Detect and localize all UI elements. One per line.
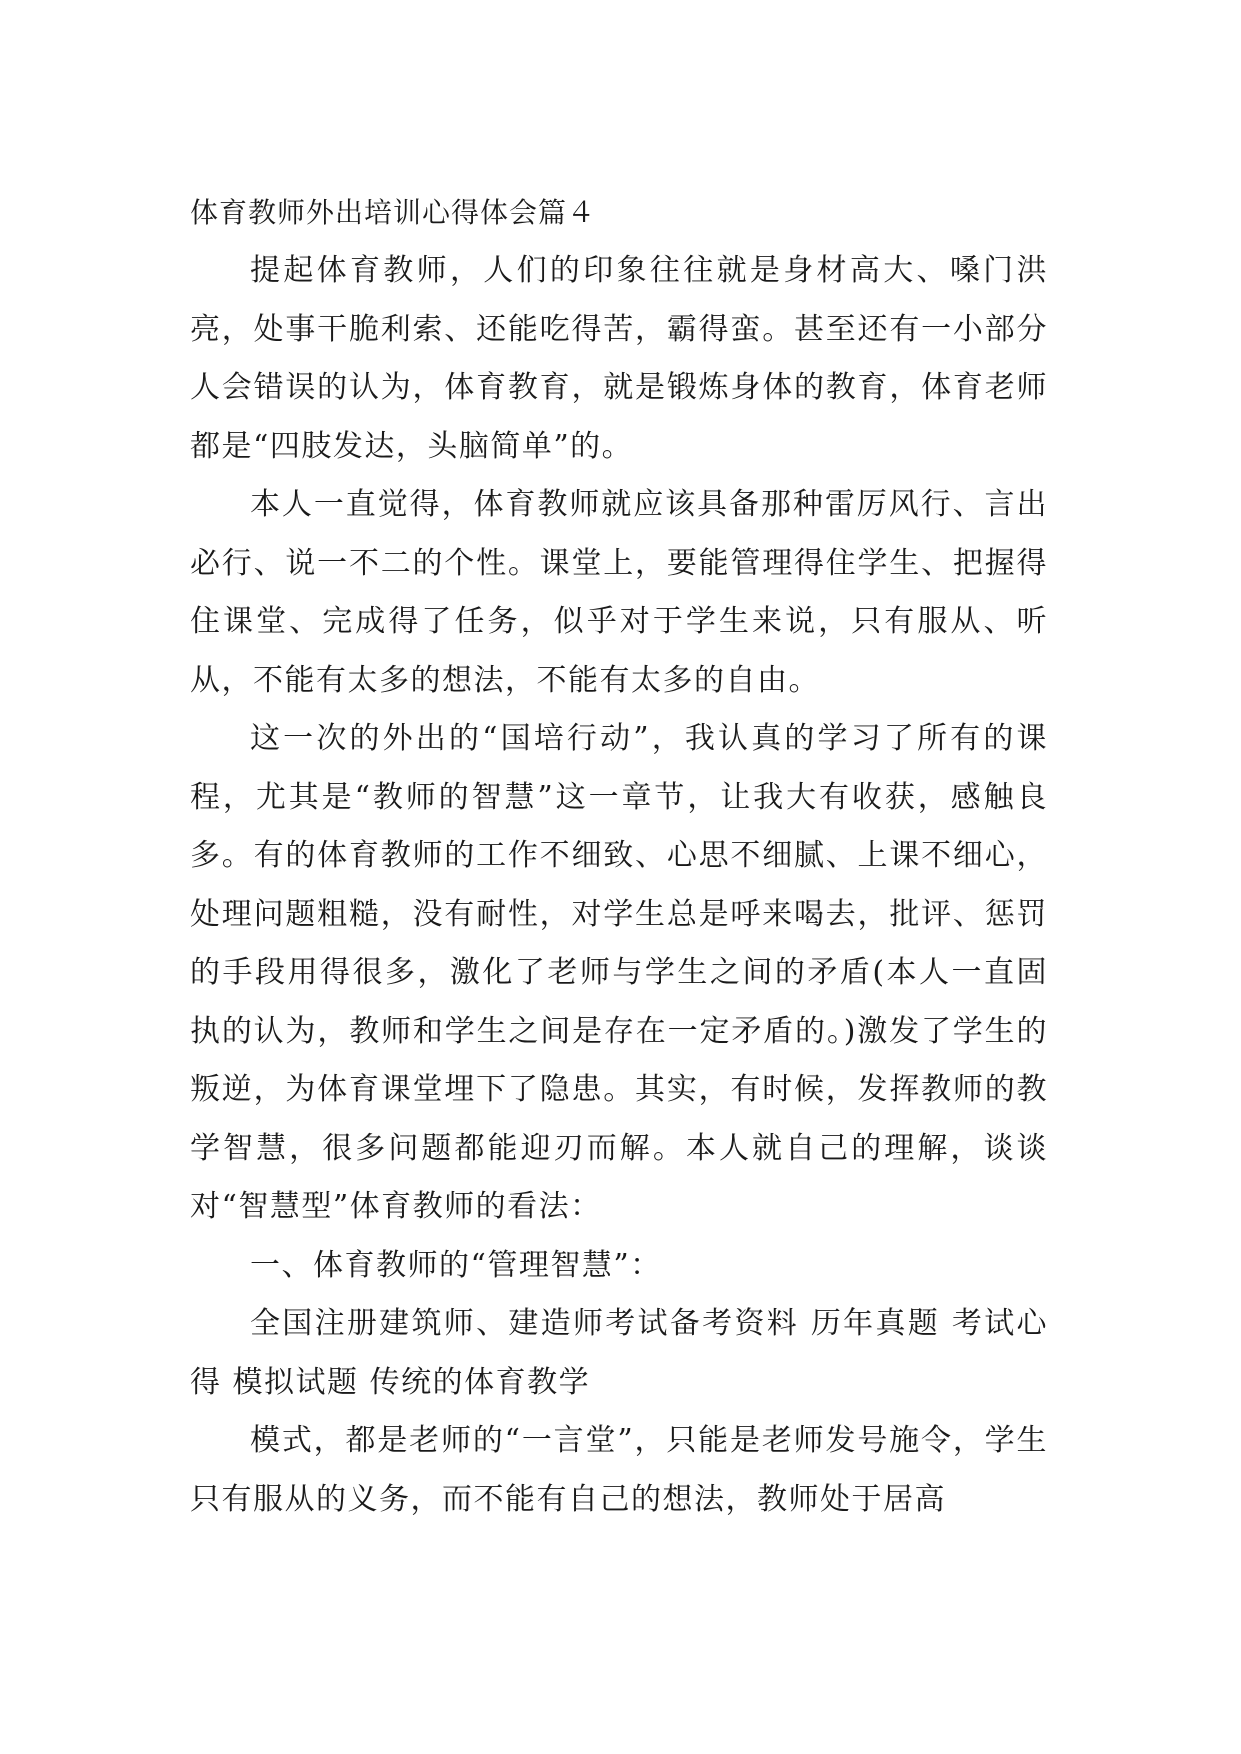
document-body [190, 184, 1048, 1529]
paragraph-intro: 提起体育教师，人们的印象往往就是身材高大、嗓门洪亮，处事干脆利索、还能吃得苦，霸得蛮。甚至还有一小部分人会错误的认为，体育教育，就是锻炼身体的教育，体育老师都是“四肢发达，头脑简单”的。 [190, 253, 1048, 464]
section-heading-management: 一、体育教师的“管理智慧”： [250, 1247, 662, 1283]
paragraph-teaching-mode: 模式，都是老师的“一言堂”，只能是老师发号施令，学生只有服从的义务，而不能有自己的想法，教师处于居高 [190, 1423, 1048, 1517]
document-title: 体育教师外出培训心得体会篇４ [190, 196, 597, 229]
paragraph-opinion: 本人一直觉得，体育教师就应该具备那种雷厉风行、言出必行、说一不二的个性。课堂上，要能管理得住学生、把握得住课堂、完成得了任务，似乎对于学生来说，只有服从、听从，不能有太多的想法，不能有太多的自由。 [190, 487, 1048, 698]
paragraph-inserted-ad: 全国注册建筑师、建造师考试备考资料 历年真题 考试心得 模拟试题 传统的体育教学 [190, 1306, 1048, 1400]
paragraph-training: 这一次的外出的“国培行动”，我认真的学习了所有的课程，尤其是“教师的智慧”这一章节，让我大有收获，感触良多。有的体育教师的工作不细致、心思不细腻、上课不细心，处理问题粗糙，没有耐性，对学生总是呼来喝去，批评、惩罚的手段用得很多，激化了老师与学生之间的矛盾(本人一直固执的认为，教师和学生之间是存在一定矛盾的。)激发了学生的叛逆，为体育课堂埋下了隐患。其实，有时候，发挥教师的教学智慧，很多问题都能迎刃而解。本人就自己的理解，谈谈对“智慧型”体育教师的看法： [190, 721, 1048, 1224]
